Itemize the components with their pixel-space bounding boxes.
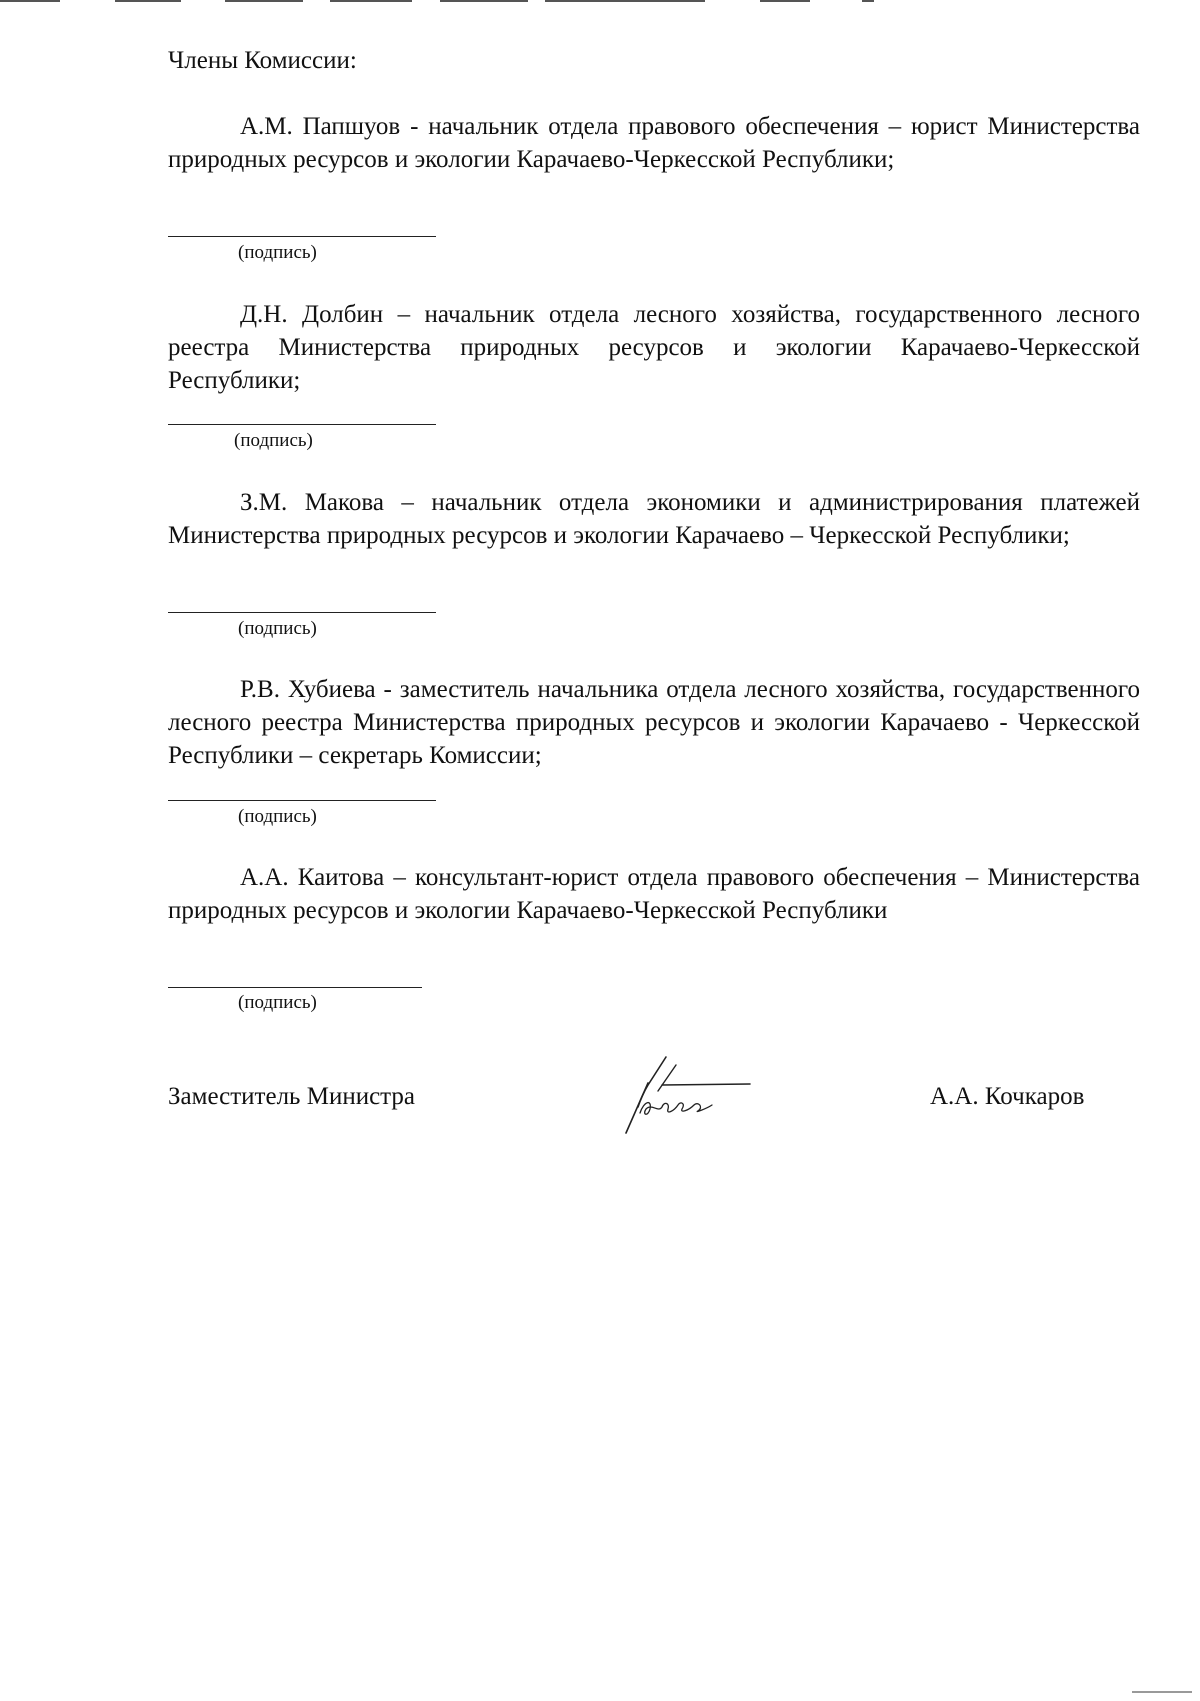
signature-line (168, 424, 436, 425)
signature-line (168, 800, 436, 801)
signature-line (168, 612, 436, 613)
member-kaitova: А.А. Каитова – консультант-юрист отдела правового обеспечения – Министерства природных ресурсов и экологии Карачаево-Черкесской Республики (168, 864, 1140, 924)
deputy-minister-title: Заместитель Министра (168, 1083, 415, 1110)
scan-edge-mark (1132, 1691, 1192, 1693)
signature-caption: (подпись) (238, 618, 317, 639)
member-dolbin: Д.Н. Долбин – начальник отдела лесного хозяйства, государственного лесного реестра Министерства природных ресурсов и экологии Карачаево-Черкесской Республики; (168, 301, 1140, 394)
commission-members-heading: Члены Комиссии: (168, 47, 357, 74)
scan-edge-marks (0, 0, 1200, 4)
member-papshuov: А.М. Папшуов - начальник отдела правового обеспечения – юрист Министерства природных ресурсов и экологии Карачаево-Черкесской Республики; (168, 113, 1140, 173)
signature-line (168, 236, 436, 237)
signature-caption: (подпись) (238, 806, 317, 827)
signature-caption: (подпись) (238, 992, 317, 1013)
handwritten-signature (618, 1055, 758, 1135)
member-khubieva: Р.В. Хубиева - заместитель начальника отдела лесного хозяйства, государственного лесного реестра Министерства природных ресурсов и экологии Карачаево - Черкесской Республики – секретарь Комиссии; (168, 676, 1140, 769)
member-makova: З.М. Макова – начальник отдела экономики и администрирования платежей Министерства природных ресурсов и экологии Карачаево – Черкесской Республики; (168, 489, 1140, 549)
deputy-minister-name: А.А. Кочкаров (930, 1083, 1085, 1110)
signature-caption: (подпись) (234, 430, 313, 451)
signature-caption: (подпись) (238, 242, 317, 263)
signature-line (168, 987, 422, 988)
